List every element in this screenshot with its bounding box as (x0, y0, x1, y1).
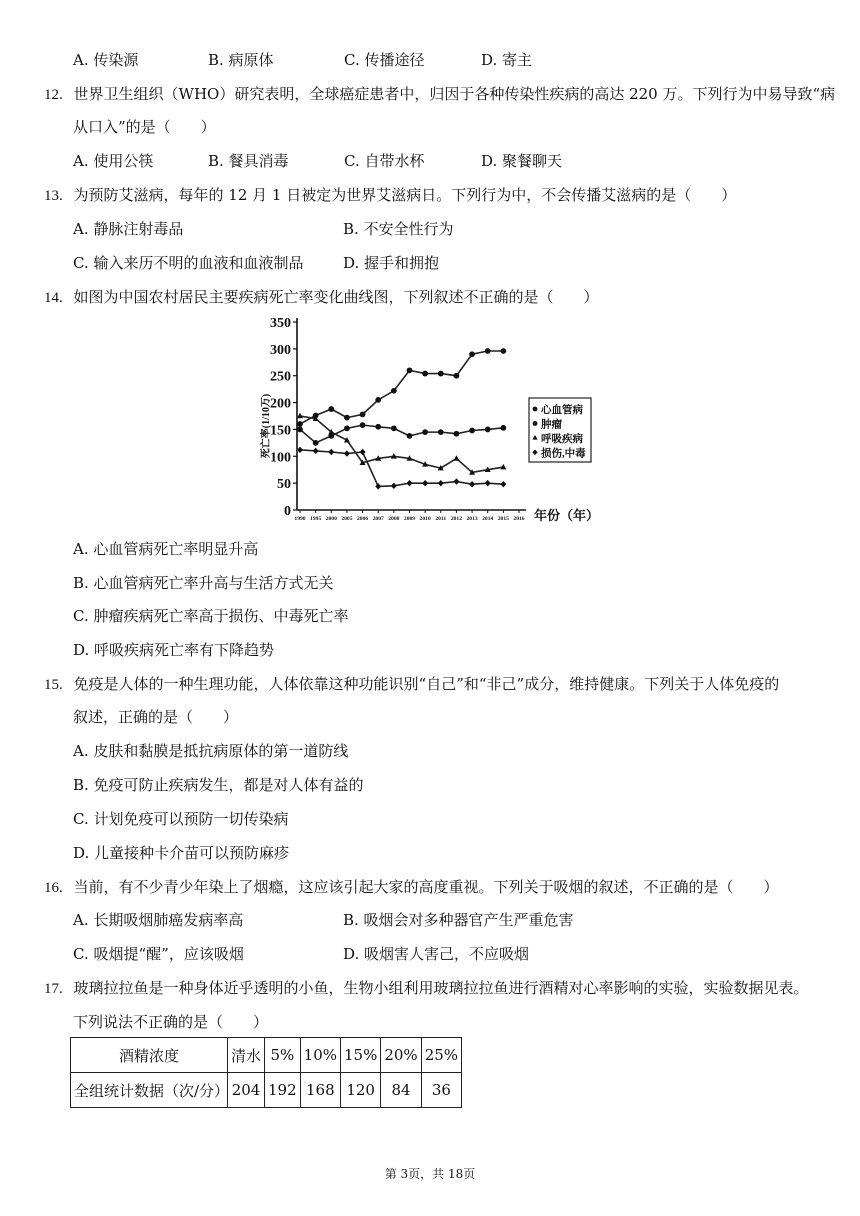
q14-stem: 14. 如图为中国农村居民主要疾病死亡率变化曲线图，下列叙述不正确的是（ ） (44, 288, 599, 306)
question-number: 12. (44, 87, 63, 103)
q16-options-row2 (73, 943, 529, 964)
page-footer: 第 3页，共 18页 (384, 1167, 476, 1181)
q13-option-d[interactable]: D. 握手和拥抱 (343, 254, 440, 272)
q15-stem: 15. 免疫是人体的一种生理功能，人体依靠这种功能识别“自己”和“非己”成分，维持健康。下列关于人体免疫的 (44, 675, 780, 693)
table-header-row (71, 1038, 462, 1073)
q12-stem-line2: 从口入”的是（ ） (73, 118, 216, 136)
data-point (454, 431, 460, 437)
data-point (454, 373, 460, 379)
q12-option-d[interactable]: D. 聚餐聊天 (481, 152, 563, 170)
data-point (313, 440, 319, 446)
q11-option-c[interactable]: C. 传播途径 (344, 51, 425, 69)
x-tick-label: 2015 (497, 516, 509, 522)
data-point (453, 455, 459, 461)
data-point (485, 480, 491, 486)
data-point (328, 449, 334, 455)
q13-option-a[interactable]: A. 静脉注射毒品 (73, 220, 184, 238)
y-tick-label: 100 (270, 450, 291, 466)
q12-stem: 12. 世界卫生组织（WHO）研究表明，全球癌症患者中，归因于各种传染性疾病的高达 220 万。下列行为中易导致“病 (44, 85, 836, 103)
data-point (453, 478, 459, 484)
q13-option-b[interactable]: B. 不安全性行为 (343, 220, 454, 238)
data-point (438, 429, 444, 435)
q11-option-d[interactable]: D. 寄主 (481, 51, 533, 69)
x-tick-label: 1990 (294, 516, 306, 522)
q11-options (73, 49, 532, 70)
x-tick-label: 2013 (466, 516, 478, 522)
y-tick-label: 250 (270, 369, 291, 385)
y-tick-label: 150 (270, 423, 291, 439)
x-axis-label: 年份（年） (534, 508, 600, 523)
legend-label: 肿瘤 (541, 419, 562, 431)
x-tick-label: 2009 (403, 516, 416, 522)
legend-marker (533, 421, 538, 426)
chart-series (297, 348, 506, 489)
q16-stem: 16. 当前，有不少青少年染上了烟瘾，这应该引起大家的高度重视。下列关于吸烟的叙述，不正确的是（ ） (44, 878, 779, 896)
x-tick-label: 2010 (419, 516, 431, 522)
q15-option-c[interactable]: C. 计划免疫可以预防一切传染病 (73, 810, 289, 828)
data-point (344, 450, 350, 456)
data-point (485, 427, 491, 433)
q16-option-b[interactable]: B. 吸烟会对多种器官产生严重危害 (343, 911, 574, 929)
y-tick-label: 300 (270, 342, 291, 358)
data-point (297, 447, 303, 453)
chart-legend (529, 398, 591, 462)
x-tick-label: 2014 (482, 516, 494, 522)
y-tick-label: 0 (284, 504, 291, 519)
q12-option-b[interactable]: B. 餐具消毒 (208, 152, 289, 170)
q16-option-a[interactable]: A. 长期吸烟肺癌发病率高 (73, 911, 244, 929)
data-point (407, 480, 413, 486)
x-tick-label: 2008 (388, 516, 400, 522)
table-header-cell: 清水 (228, 1038, 265, 1073)
q16-option-c[interactable]: C. 吸烟提“醒”，应该吸烟 (73, 945, 244, 963)
data-point (485, 348, 491, 354)
q13-option-c[interactable]: C. 输入来历不明的血液和血液制品 (73, 254, 304, 272)
q14-option-a[interactable]: A. 心血管病死亡率明显升高 (73, 540, 259, 558)
legend-label: 损伤,中毒 (541, 448, 586, 460)
q17-stem: 17. 玻璃拉拉鱼是一种身体近乎透明的小鱼，生物小组利用玻璃拉拉鱼进行酒精对心率影响的实验，实验数据见表。 (44, 979, 809, 997)
data-point (375, 424, 381, 430)
q11-option-a[interactable]: A. 传染源 (73, 51, 139, 69)
table-cell: 36 (421, 1073, 461, 1108)
data-point (297, 421, 303, 427)
q12-options (73, 150, 562, 171)
series-line (300, 416, 503, 472)
x-tick-label: 2005 (341, 516, 353, 522)
q15-stem-line2: 叙述，正确的是（ ） (73, 708, 239, 726)
table-header-cell: 20% (381, 1038, 421, 1073)
legend-label: 心血管病 (541, 405, 583, 416)
table-cell: 120 (341, 1073, 381, 1108)
y-tick-label: 350 (270, 316, 291, 331)
q14-option-b[interactable]: B. 心血管病死亡率升高与生活方式无关 (73, 574, 334, 592)
data-point (297, 427, 303, 433)
legend-label: 呼吸疾病 (541, 434, 583, 445)
q14-option-c[interactable]: C. 肿瘤疾病死亡率高于损伤、中毒死亡率 (73, 607, 349, 625)
data-point (422, 371, 428, 377)
q12-option-a[interactable]: A. 使用公筷 (73, 152, 154, 170)
table-header-cell: 5% (265, 1038, 301, 1073)
q13-stem: 13. 为预防艾滋病，每年的 12 月 1 日被定为世界艾滋病日。下列行为中，不会传播艾滋病的是（ ） (44, 186, 737, 204)
table-header-cell: 10% (300, 1038, 340, 1073)
table-row (71, 1073, 462, 1108)
table-header-cell: 15% (341, 1038, 381, 1073)
x-tick-label: 2006 (356, 516, 369, 522)
q12-option-c[interactable]: C. 自带水杯 (344, 152, 425, 170)
q17-stem-line2: 下列说法不正确的是（ ） (73, 1013, 269, 1031)
table-cell: 84 (381, 1073, 421, 1108)
data-point (422, 480, 428, 486)
data-point (391, 425, 397, 431)
data-point (407, 367, 413, 373)
q15-option-d[interactable]: D. 儿童接种卡介苗可以预防麻疹 (73, 844, 290, 862)
data-point (469, 428, 475, 434)
data-point (391, 483, 397, 489)
table-cell: 204 (228, 1073, 265, 1108)
table-header-cell: 25% (421, 1038, 461, 1073)
x-tick-label: 1995 (310, 516, 322, 522)
data-point (469, 481, 475, 487)
q15-option-b[interactable]: B. 免疫可防止疾病发生，都是对人体有益的 (73, 776, 364, 794)
data-point (313, 448, 319, 454)
q13-options-row2 (73, 252, 439, 273)
x-tick-label: 2007 (372, 516, 384, 522)
x-tick-label: 2012 (450, 516, 463, 522)
table-cell: 168 (300, 1073, 340, 1108)
data-point (360, 449, 366, 455)
data-point (438, 371, 444, 377)
data-point (328, 406, 334, 412)
data-point (375, 483, 381, 489)
x-tick-label: 2016 (513, 516, 525, 522)
data-point (500, 481, 506, 487)
data-point (344, 425, 350, 431)
y-axis-label: 死亡率(1/10万) (261, 393, 272, 459)
q16-option-d[interactable]: D. 吸烟害人害己，不应吸烟 (343, 945, 530, 963)
table-cell: 全组统计数据（次/分） (71, 1073, 228, 1108)
x-tick-label: 2011 (435, 516, 447, 522)
y-tick-label: 50 (277, 477, 291, 493)
q15-option-a[interactable]: A. 皮肤和黏膜是抵抗病原体的第一道防线 (73, 742, 349, 760)
q16-options-row1 (73, 909, 574, 930)
data-point (500, 425, 506, 431)
series-line (300, 351, 503, 424)
series-line (300, 450, 503, 487)
data-point (344, 415, 350, 421)
data-point (438, 480, 444, 486)
mortality-line-chart (255, 312, 625, 530)
data-point (391, 388, 397, 394)
data-point (407, 433, 413, 439)
data-point (375, 397, 381, 403)
data-point (469, 351, 475, 357)
data-point (422, 429, 428, 435)
q11-option-b[interactable]: B. 病原体 (208, 51, 274, 69)
legend-marker (533, 407, 538, 412)
data-point (360, 411, 366, 417)
x-tick-label: 2000 (325, 516, 337, 522)
data-point (500, 348, 506, 354)
q13-options-row1 (73, 218, 454, 239)
q14-option-d[interactable]: D. 呼吸疾病死亡率有下降趋势 (73, 641, 275, 659)
data-point (360, 422, 366, 428)
table-header-cell: 酒精浓度 (71, 1038, 228, 1073)
alcohol-heart-rate-table (70, 1037, 462, 1108)
table-cell: 192 (265, 1073, 301, 1108)
y-tick-label: 200 (270, 396, 291, 412)
